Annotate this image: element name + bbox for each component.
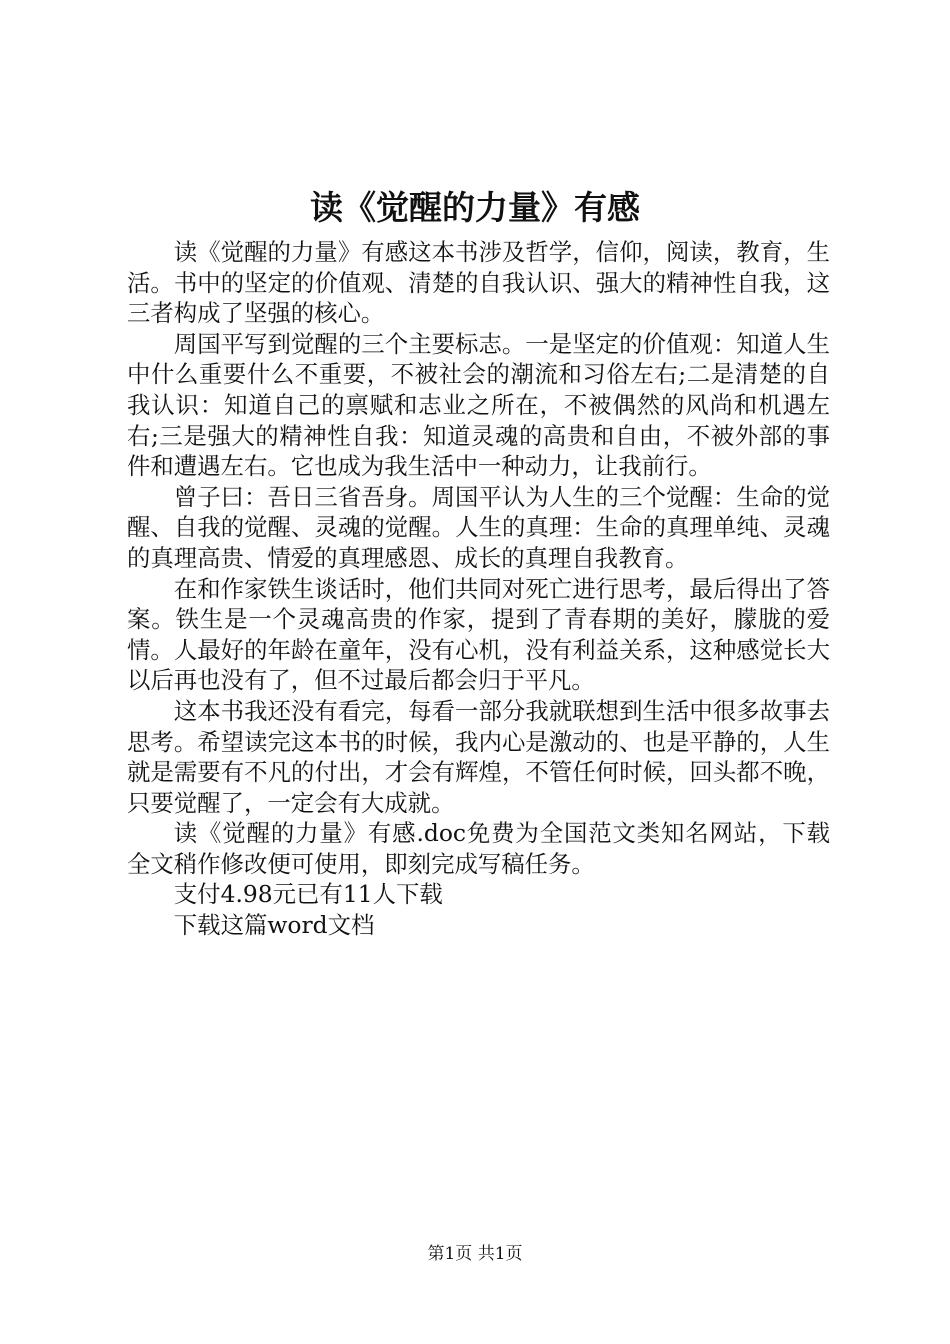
paragraph-three-awakenings: 曾子曰：吾日三省吾身。周国平认为人生的三个觉醒：生命的觉醒、自我的觉醒、灵魂的觉醒。人生的真理：生命的真理单纯、灵魂的真理高贵、情爱的真理感恩、成长的真理自我教育。	[127, 482, 830, 572]
document-body	[127, 237, 830, 941]
paragraph-intro: 读《觉醒的力量》有感这本书涉及哲学，信仰，阅读，教育，生活。书中的坚定的价值观、清楚的自我认识、强大的精神性自我，这三者构成了坚强的核心。	[127, 238, 830, 328]
payment-info: 支付4.98元已有11人下载	[173, 880, 443, 909]
paragraph-tiesheng-talk: 在和作家铁生谈话时，他们共同对死亡进行思考，最后得出了答案。铁生是一个灵魂高贵的作家，提到了青春期的美好，朦胧的爱情。人最好的年龄在童年，没有心机，没有利益关系，这种感觉长大以后再也没有了，但不过最后都会归于平凡。	[127, 574, 830, 695]
paragraph-site-notice: 读《觉醒的力量》有感.doc免费为全国范文类知名网站，下载全文稍作修改便可使用，即刻完成写稿任务。	[127, 819, 830, 878]
download-word-link[interactable]: 下载这篇word文档	[173, 911, 375, 940]
paragraph-reflection: 这本书我还没有看完，每看一部分我就联想到生活中很多故事去思考。希望读完这本书的时候，我内心是激动的、也是平静的，人生就是需要有不凡的付出，才会有辉煌，不管任何时候，回头都不晚，只要觉醒了，一定会有大成就。	[127, 696, 830, 817]
paragraph-awakening-signs: 周国平写到觉醒的三个主要标志。一是坚定的价值观：知道人生中什么重要什么不重要，不被社会的潮流和习俗左右;二是清楚的自我认识：知道自己的禀赋和志业之所在，不被偶然的风尚和机遇左右;三是强大的精神性自我：知道灵魂的高贵和自由，不被外部的事件和遭遇左右。它也成为我生活中一种动力，让我前行。	[127, 329, 830, 481]
page-number-footer: 第1页 共1页	[427, 1244, 523, 1264]
document-title: 读《觉醒的力量》有感	[310, 188, 640, 227]
